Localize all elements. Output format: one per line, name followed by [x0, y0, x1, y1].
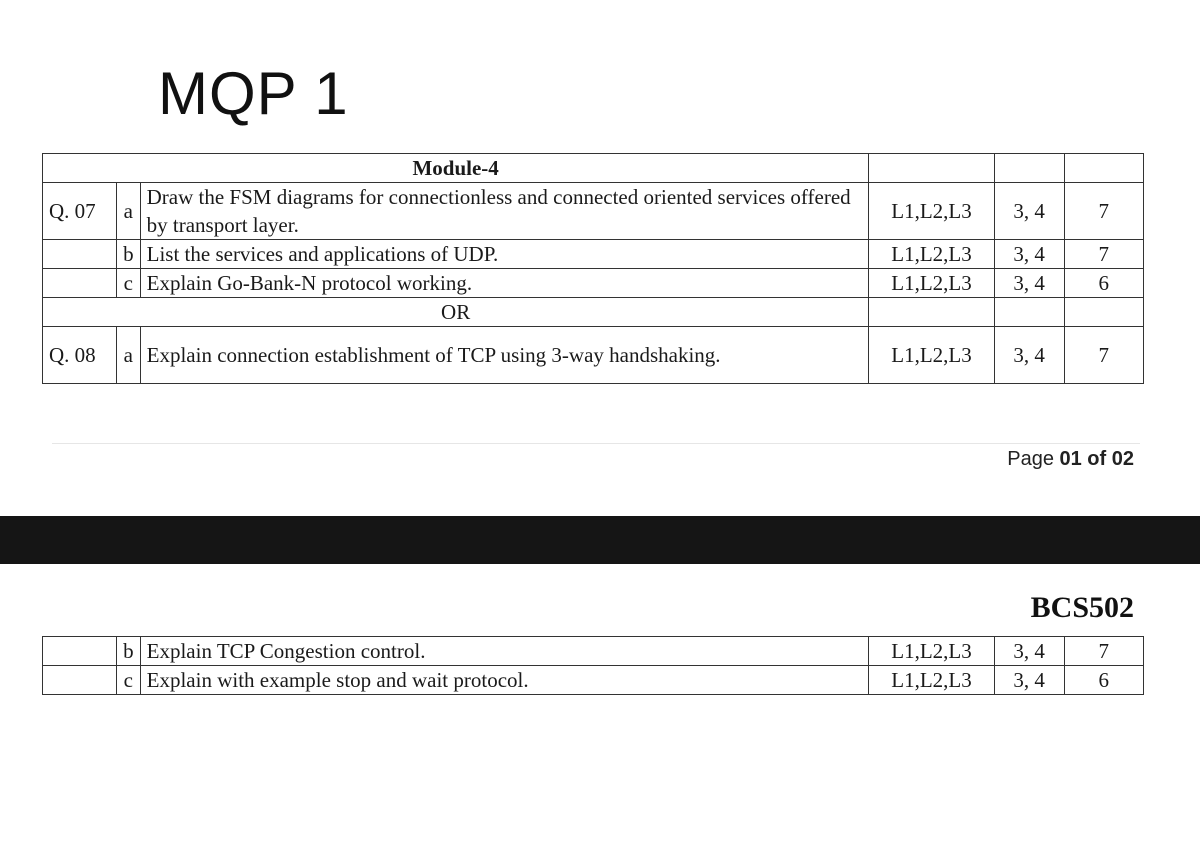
question-row [43, 269, 1144, 298]
module-header-row [43, 154, 1144, 183]
marks: 6 [1064, 269, 1143, 298]
or-separator-row [43, 298, 1144, 327]
course-outcomes: 3, 4 [994, 240, 1064, 269]
question-table-page-1 [42, 153, 1144, 384]
question-number [43, 666, 117, 695]
sub-question-letter: c [117, 666, 141, 695]
question-number [43, 269, 117, 298]
page-prefix: Page [1007, 448, 1060, 470]
question-row [43, 637, 1144, 666]
question-text: Explain TCP Congestion control. [140, 637, 869, 666]
question-text: Explain connection establishment of TCP using 3-way handshaking. [140, 327, 869, 384]
question-row [43, 183, 1144, 240]
module-title: Module-4 [43, 154, 869, 183]
page-current: 01 [1059, 448, 1082, 470]
marks: 7 [1064, 240, 1143, 269]
sub-question-letter: c [117, 269, 141, 298]
page-total: 02 [1111, 448, 1134, 470]
sub-question-letter: a [117, 327, 141, 384]
sub-question-letter: a [117, 183, 141, 240]
course-code: BCS502 [1030, 591, 1134, 624]
marks: 7 [1064, 183, 1143, 240]
question-text: Explain with example stop and wait protocol. [140, 666, 869, 695]
question-number: Q. 07 [43, 183, 117, 240]
bloom-levels: L1,L2,L3 [869, 637, 995, 666]
bloom-levels: L1,L2,L3 [869, 240, 995, 269]
question-text: Draw the FSM diagrams for connectionless and connected oriented services offered by transport layer. [140, 183, 869, 240]
question-row [43, 666, 1144, 695]
bloom-levels: L1,L2,L3 [869, 327, 995, 384]
question-text: Explain Go-Bank-N protocol working. [140, 269, 869, 298]
question-number [43, 240, 117, 269]
sub-question-letter: b [117, 240, 141, 269]
marks: 7 [1064, 327, 1143, 384]
or-label: OR [43, 298, 869, 327]
bloom-levels: L1,L2,L3 [869, 183, 995, 240]
question-text: List the services and applications of UDP. [140, 240, 869, 269]
course-outcomes: 3, 4 [994, 183, 1064, 240]
marks: 7 [1064, 637, 1143, 666]
page-separator: of [1081, 448, 1112, 470]
question-row [43, 240, 1144, 269]
page-divider [52, 443, 1140, 444]
question-row [43, 327, 1144, 384]
page-number [1007, 448, 1134, 471]
question-number: Q. 08 [43, 327, 117, 384]
course-outcomes: 3, 4 [994, 637, 1064, 666]
course-outcomes: 3, 4 [994, 269, 1064, 298]
page-heading: MQP 1 [158, 60, 349, 127]
course-outcomes: 3, 4 [994, 327, 1064, 384]
bloom-levels: L1,L2,L3 [869, 269, 995, 298]
bloom-levels: L1,L2,L3 [869, 666, 995, 695]
question-table-page-2 [42, 636, 1144, 695]
marks: 6 [1064, 666, 1143, 695]
sub-question-letter: b [117, 637, 141, 666]
page-break-band [0, 516, 1200, 564]
question-number [43, 637, 117, 666]
course-outcomes: 3, 4 [994, 666, 1064, 695]
